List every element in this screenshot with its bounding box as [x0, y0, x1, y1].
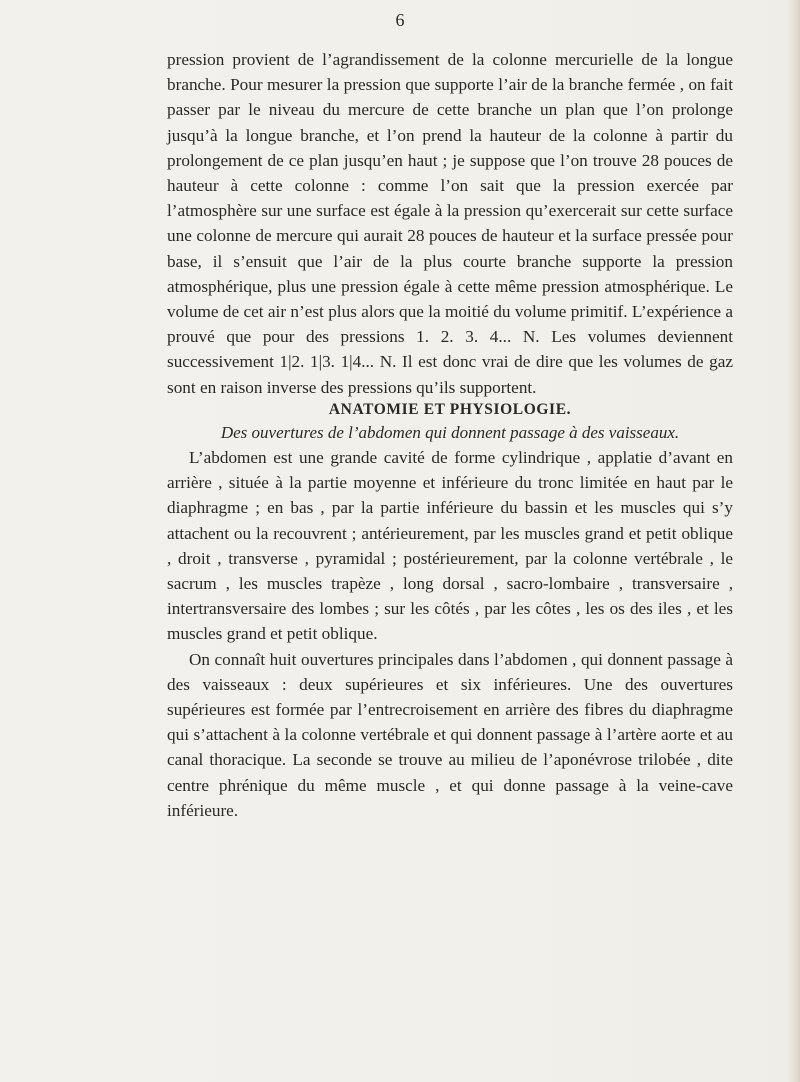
section-subheading: Des ouvertures de l’abdomen qui donnent passage à des vaisseaux. — [220, 422, 680, 442]
paragraph-openings: On connaît huit ouvertures principales dans l’abdomen , qui donnent passage à des vaisseaux : deux supérieures et six inférieures. Une des ouvertures supérieures est formée par l’entrecroisement en arrière des fibres du diaphragme qui s’attachent à la colonne vertébrale et qui donnent passage à l’artère aorte et au canal thoracique. La seconde se trouve au milieu de l’aponévrose trilobée , dite centre phrénique du même muscle , et qui donne passage à la veine-cave inférieure. — [167, 649, 733, 820]
paragraph-continued: pression provient de l’agrandissement de la colonne mercurielle de la longue branche. Pour mesurer la pression que supporte l’air de la branche fermée , on fait passer par le niveau du mercure de cette branche un plan que l’on prolonge jusqu’à la longue branche, et l’on prend la hauteur de la colonne à partir du prolongement de ce plan jusqu’en haut ; je suppose que l’on trouve 28 pouces de hauteur à cette colonne : comme l’on sait que la pression exercée par l’atmosphère sur une surface est égale à la pression qu’exercerait sur cette surface une colonne de mercure qui aurait 28 pouces de hauteur et la surface pressée pour base, il s’ensuit que l’air de la plus courte branche supporte la pression atmosphérique, plus une pression égale à cette même pression atmosphérique. Le volume de cet air n’est plus alors que la moitié du volume primitif. L’expérience a prouvé que pour des pressions 1. 2. 3. 4... N. Les volumes deviennent successivement 1|2. 1|3. 1|4... N. Il est donc vrai de dire que les volumes de gaz sont en raison inverse des pressions qu’ils supportent. — [167, 50, 733, 397]
page-number: 6 — [395, 10, 405, 30]
paragraph-abdomen: L’abdomen est une grande cavité de forme cylindrique , applatie d’avant en arrière , située à la partie moyenne et inférieure du tronc limitée en haut par le diaphragme ; en bas , par la partie inférieure du bassin et les muscles qui s’y attachent ou la recouvrent ; antérieurement, par les muscles grand et petit oblique , droit , transverse , pyramidal ; postérieurement, par la colonne vertébrale , le sacrum , les muscles trapèze , long dorsal , sacro-lombaire , transversaire , intertransversaire des lombes ; sur les côtés , par les côtes , les os des iles , et les muscles grand et petit oblique. — [167, 448, 733, 644]
body-text — [167, 47, 733, 823]
page-edge-shadow — [786, 0, 800, 1082]
section-heading: ANATOMIE ET PHYSIOLOGIE. — [328, 400, 572, 418]
